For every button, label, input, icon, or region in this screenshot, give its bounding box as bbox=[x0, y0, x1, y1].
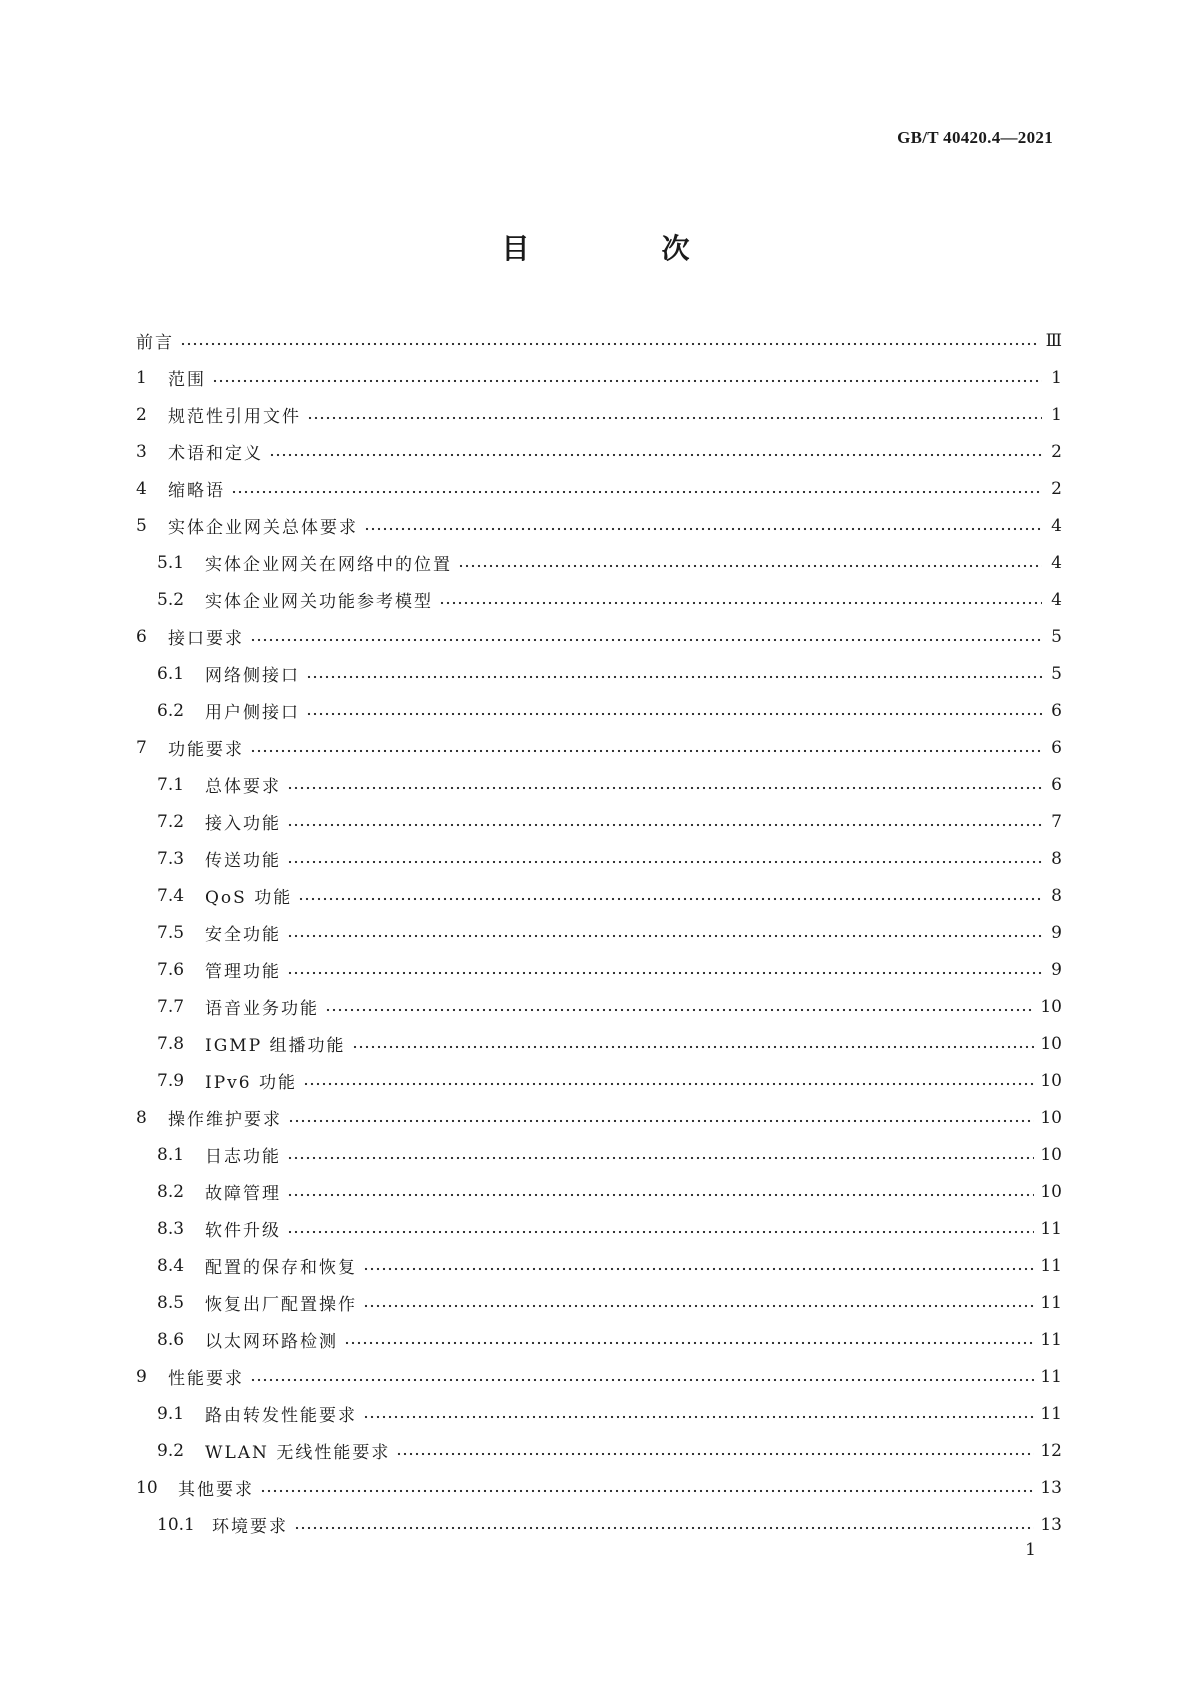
toc-entry-number: 5 bbox=[136, 515, 147, 536]
toc-entry[interactable] bbox=[136, 988, 1062, 1025]
toc-entry-number: 5.1 bbox=[157, 552, 185, 573]
toc-entry-page: 10 bbox=[1040, 1181, 1062, 1202]
toc-entry[interactable] bbox=[136, 877, 1062, 914]
toc-entry-title: 以太网环路检测 bbox=[205, 1332, 338, 1352]
toc-entry-page: 10 bbox=[1040, 1107, 1062, 1128]
toc-entry-title: 用户侧接口 bbox=[205, 703, 300, 723]
toc-entry-title: 日志功能 bbox=[205, 1147, 281, 1167]
toc-dot-leader bbox=[325, 1008, 1034, 1012]
toc-dot-leader bbox=[260, 1489, 1034, 1493]
toc-dot-leader bbox=[287, 934, 1042, 938]
toc-dot-leader bbox=[396, 1452, 1034, 1456]
toc-dot-leader bbox=[287, 1230, 1034, 1234]
toc-entry-number: 6.2 bbox=[157, 700, 185, 721]
toc-entry-number: 6.1 bbox=[157, 663, 185, 684]
toc-entry-page: 4 bbox=[1051, 552, 1062, 573]
toc-entry-page: 11 bbox=[1040, 1366, 1062, 1387]
toc-dot-leader bbox=[294, 1526, 1034, 1530]
toc-entry[interactable] bbox=[136, 655, 1062, 692]
toc-entry-page: 10 bbox=[1040, 996, 1062, 1017]
toc-dot-leader bbox=[363, 1267, 1034, 1271]
toc-entry-title: 性能要求 bbox=[168, 1369, 244, 1389]
toc-entry[interactable] bbox=[136, 1469, 1062, 1506]
toc-entry-number: 6 bbox=[136, 626, 147, 647]
toc-dot-leader bbox=[287, 1156, 1034, 1160]
toc-entry-page: 2 bbox=[1051, 478, 1062, 499]
toc-dot-leader bbox=[363, 1415, 1034, 1419]
toc-dot-leader bbox=[288, 1119, 1034, 1123]
toc-entry-number: 9 bbox=[136, 1366, 147, 1387]
toc-dot-leader bbox=[364, 527, 1042, 531]
toc-entry-title: WLAN 无线性能要求 bbox=[205, 1443, 391, 1463]
toc-dot-leader bbox=[344, 1341, 1034, 1345]
toc-entry-page: 13 bbox=[1040, 1514, 1062, 1535]
toc-entry-title: 网络侧接口 bbox=[205, 666, 300, 686]
toc-entry[interactable] bbox=[136, 1432, 1062, 1469]
toc-dot-leader bbox=[287, 1193, 1034, 1197]
toc-entry-title: IGMP 组播功能 bbox=[205, 1036, 346, 1056]
toc-entry-title: 范围 bbox=[168, 370, 206, 390]
toc-entry-number: 8.3 bbox=[157, 1218, 185, 1239]
toc-dot-leader bbox=[250, 1378, 1034, 1382]
toc-entry-number: 5.2 bbox=[157, 589, 185, 610]
toc-entry-title: 实体企业网关功能参考模型 bbox=[205, 592, 433, 612]
toc-entry[interactable] bbox=[136, 581, 1062, 618]
toc-entry-page: 5 bbox=[1051, 626, 1062, 647]
toc-dot-leader bbox=[250, 749, 1042, 753]
toc-entry-page: 8 bbox=[1051, 848, 1062, 869]
toc-entry-number: 7.6 bbox=[157, 959, 185, 980]
toc-entry-title: 传送功能 bbox=[205, 851, 281, 871]
toc-entry[interactable] bbox=[136, 396, 1062, 433]
toc-entry-title: 路由转发性能要求 bbox=[205, 1406, 357, 1426]
toc-entry[interactable] bbox=[136, 322, 1062, 359]
toc-entry-number: 7.8 bbox=[157, 1033, 185, 1054]
toc-entry[interactable] bbox=[136, 359, 1062, 396]
toc-entry-number: 2 bbox=[136, 404, 147, 425]
toc-entry-number: 9.2 bbox=[157, 1440, 185, 1461]
toc-entry-number: 8.2 bbox=[157, 1181, 185, 1202]
toc-entry-page: 11 bbox=[1040, 1218, 1062, 1239]
toc-entry[interactable] bbox=[136, 618, 1062, 655]
toc-dot-leader bbox=[303, 1082, 1034, 1086]
toc-entry-page: 4 bbox=[1051, 515, 1062, 536]
toc-entry[interactable] bbox=[136, 1062, 1062, 1099]
toc-entry-number: 7 bbox=[136, 737, 147, 758]
toc-entry-title: 规范性引用文件 bbox=[168, 407, 301, 427]
table-of-contents bbox=[136, 322, 1062, 1543]
toc-dot-leader bbox=[287, 786, 1042, 790]
toc-dot-leader bbox=[363, 1304, 1034, 1308]
toc-dot-leader bbox=[287, 860, 1042, 864]
toc-entry-title: 管理功能 bbox=[205, 962, 281, 982]
toc-entry-page: 12 bbox=[1040, 1440, 1062, 1461]
toc-entry-page: 11 bbox=[1040, 1255, 1062, 1276]
toc-entry[interactable] bbox=[136, 433, 1062, 470]
toc-entry-page: 5 bbox=[1051, 663, 1062, 684]
toc-entry[interactable] bbox=[136, 1358, 1062, 1395]
toc-entry[interactable] bbox=[136, 470, 1062, 507]
toc-dot-leader bbox=[287, 971, 1042, 975]
toc-entry-page: 6 bbox=[1051, 737, 1062, 758]
toc-entry-number: 7.3 bbox=[157, 848, 185, 869]
toc-entry-title: 实体企业网关总体要求 bbox=[168, 518, 358, 538]
toc-entry-number: 10.1 bbox=[157, 1514, 195, 1535]
toc-entry[interactable] bbox=[136, 692, 1062, 729]
toc-entry[interactable] bbox=[136, 1284, 1062, 1321]
toc-entry-number: 7.1 bbox=[157, 774, 185, 795]
toc-entry-title: 缩略语 bbox=[168, 481, 225, 501]
toc-entry[interactable] bbox=[136, 1395, 1062, 1432]
toc-entry-title: 配置的保存和恢复 bbox=[205, 1258, 357, 1278]
toc-entry-number: 7.4 bbox=[157, 885, 185, 906]
toc-entry-number: 10 bbox=[136, 1477, 158, 1498]
toc-entry-title: 接口要求 bbox=[168, 629, 244, 649]
toc-entry[interactable] bbox=[136, 544, 1062, 581]
toc-dot-leader bbox=[269, 453, 1042, 457]
toc-entry-title: 实体企业网关在网络中的位置 bbox=[205, 555, 452, 575]
toc-entry-page: 13 bbox=[1040, 1477, 1062, 1498]
toc-entry-page: 11 bbox=[1040, 1403, 1062, 1424]
toc-entry-page: 10 bbox=[1040, 1144, 1062, 1165]
toc-entry-page: 7 bbox=[1051, 811, 1062, 832]
toc-entry-number: 8.6 bbox=[157, 1329, 185, 1350]
toc-entry-title: QoS 功能 bbox=[205, 888, 293, 908]
toc-entry[interactable] bbox=[136, 1506, 1062, 1543]
toc-entry-number: 8 bbox=[136, 1107, 147, 1128]
toc-entry[interactable] bbox=[136, 1099, 1062, 1136]
toc-entry-number: 8.5 bbox=[157, 1292, 185, 1313]
toc-dot-leader bbox=[352, 1045, 1035, 1049]
toc-entry[interactable] bbox=[136, 507, 1062, 544]
toc-entry-number: 1 bbox=[136, 367, 147, 388]
toc-entry[interactable] bbox=[136, 729, 1062, 766]
toc-dot-leader bbox=[439, 601, 1042, 605]
toc-entry-page: 1 bbox=[1051, 367, 1062, 388]
toc-entry[interactable] bbox=[136, 1321, 1062, 1358]
toc-entry-page: 9 bbox=[1051, 922, 1062, 943]
toc-entry-title: 术语和定义 bbox=[168, 444, 263, 464]
toc-entry-page: 1 bbox=[1051, 404, 1062, 425]
toc-entry-page: 8 bbox=[1051, 885, 1062, 906]
toc-entry-title: 环境要求 bbox=[212, 1517, 288, 1537]
toc-entry[interactable] bbox=[136, 951, 1062, 988]
toc-entry[interactable] bbox=[136, 1173, 1062, 1210]
toc-entry-page: 11 bbox=[1040, 1292, 1062, 1313]
toc-dot-leader bbox=[306, 675, 1042, 679]
toc-entry-title: 前言 bbox=[136, 333, 174, 353]
toc-entry-title: 操作维护要求 bbox=[168, 1110, 282, 1130]
toc-dot-leader bbox=[458, 564, 1042, 568]
toc-entry-number: 7.5 bbox=[157, 922, 185, 943]
standard-code: GB/T 40420.4—2021 bbox=[897, 128, 1053, 147]
toc-entry-page: Ⅲ bbox=[1045, 330, 1062, 351]
toc-entry-number: 3 bbox=[136, 441, 147, 462]
toc-entry[interactable] bbox=[136, 1136, 1062, 1173]
toc-entry-page: 6 bbox=[1051, 774, 1062, 795]
toc-entry-title: 语音业务功能 bbox=[205, 999, 319, 1019]
toc-dot-leader bbox=[306, 712, 1042, 716]
toc-entry[interactable] bbox=[136, 1210, 1062, 1247]
toc-entry-title: IPv6 功能 bbox=[205, 1073, 297, 1093]
toc-entry[interactable] bbox=[136, 1247, 1062, 1284]
toc-entry-title: 故障管理 bbox=[205, 1184, 281, 1204]
toc-entry-number: 8.1 bbox=[157, 1144, 185, 1165]
toc-entry-page: 2 bbox=[1051, 441, 1062, 462]
toc-entry-number: 9.1 bbox=[157, 1403, 185, 1424]
toc-dot-leader bbox=[298, 897, 1042, 901]
toc-dot-leader bbox=[250, 638, 1042, 642]
toc-entry-page: 11 bbox=[1040, 1329, 1062, 1350]
page-number: 1 bbox=[1025, 1540, 1036, 1560]
toc-entry-title: 其他要求 bbox=[178, 1480, 254, 1500]
toc-dot-leader bbox=[180, 342, 1040, 346]
page-title: 目 次 bbox=[501, 232, 742, 265]
toc-entry-page: 6 bbox=[1051, 700, 1062, 721]
toc-dot-leader bbox=[287, 823, 1042, 827]
toc-entry-number: 8.4 bbox=[157, 1255, 185, 1276]
toc-entry-number: 7.7 bbox=[157, 996, 185, 1017]
toc-entry-page: 4 bbox=[1051, 589, 1062, 610]
toc-entry[interactable] bbox=[136, 914, 1062, 951]
toc-entry-title: 安全功能 bbox=[205, 925, 281, 945]
toc-entry[interactable] bbox=[136, 840, 1062, 877]
toc-entry-title: 软件升级 bbox=[205, 1221, 281, 1241]
toc-dot-leader bbox=[231, 490, 1042, 494]
toc-entry-number: 7.9 bbox=[157, 1070, 185, 1091]
toc-entry[interactable] bbox=[136, 1025, 1062, 1062]
toc-entry-title: 恢复出厂配置操作 bbox=[205, 1295, 357, 1315]
toc-entry-number: 4 bbox=[136, 478, 147, 499]
toc-entry[interactable] bbox=[136, 803, 1062, 840]
toc-entry-page: 10 bbox=[1040, 1033, 1062, 1054]
toc-dot-leader bbox=[307, 416, 1042, 420]
toc-entry-title: 总体要求 bbox=[205, 777, 281, 797]
toc-entry-number: 7.2 bbox=[157, 811, 185, 832]
toc-entry-page: 9 bbox=[1051, 959, 1062, 980]
toc-entry-page: 10 bbox=[1040, 1070, 1062, 1091]
toc-entry-title: 接入功能 bbox=[205, 814, 281, 834]
toc-entry[interactable] bbox=[136, 766, 1062, 803]
toc-entry-title: 功能要求 bbox=[168, 740, 244, 760]
toc-dot-leader bbox=[212, 379, 1042, 383]
